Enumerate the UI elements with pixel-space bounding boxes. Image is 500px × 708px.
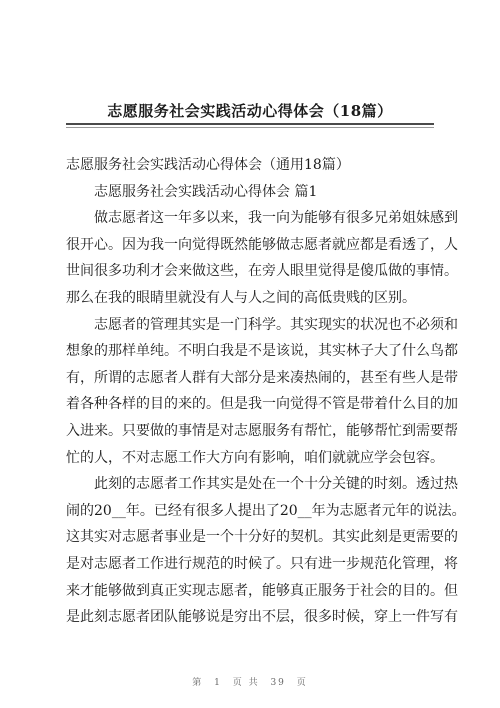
text-line: 有，所谓的志愿者人群有大部分是来凑热闹的，甚至有些人是带	[66, 369, 458, 386]
text-line: 那么在我的眼睛里就没有人与人之间的高低贵贱的区别。	[66, 289, 416, 306]
text-line: 是对志愿者工作进行规范的时候了。只有进一步规范化管理，将	[66, 555, 458, 572]
footer-total-pages: 39	[270, 678, 286, 688]
footer-prefix: 第	[192, 678, 204, 688]
text-line: 来才能够做到真正实现志愿者，能够真正服务于社会的目的。但	[66, 582, 458, 599]
text-line: 这其实对志愿者事业是一个十分好的契机。其实此刻是更需要的	[66, 529, 458, 546]
text-line: 志愿服务社会实践活动心得体会（通用18篇）	[66, 157, 350, 173]
footer-page-number: 1	[214, 678, 222, 688]
text-line: 想象的那样单纯。不明白我是不是该说，其实林子大了什么鸟都	[66, 343, 458, 360]
footer-middle: 页 共	[232, 678, 260, 688]
text-line: 忙的人，不对志愿工作大方向有影响，咱们就就应学会包容。	[66, 449, 444, 466]
text-line: 入进来。只要做的事情是对志愿服务有帮忙，能够帮忙到需要帮	[66, 422, 458, 439]
page-footer	[0, 675, 500, 688]
text-line: 闹的20__年。已经有很多人提出了20__年为志愿者元年的说法。	[66, 502, 466, 519]
document-title: 志愿服务社会实践活动心得体会（18篇）	[107, 102, 393, 120]
text-line: 志愿者的管理其实是一门科学。其实现实的状况也不必须和	[94, 316, 458, 333]
footer-suffix: 页	[296, 678, 308, 688]
title-underline-thin	[66, 127, 434, 128]
text-line: 是此刻志愿者团队能够说是穷出不层，很多时候，穿上一件写有	[66, 609, 458, 626]
text-line: 做志愿者这一年多以来，我一向为能够有很多兄弟姐妹感到	[94, 210, 458, 227]
document-body	[66, 152, 466, 631]
text-line: 很开心。因为我一向觉得既然能够做志愿者就应都是看透了，人	[66, 236, 458, 253]
text-line: 着各种各样的目的来的。但是我一向觉得不管是带着什么目的加	[66, 396, 458, 413]
text-line: 志愿服务社会实践活动心得体会 篇1	[94, 183, 318, 200]
title-underline	[66, 123, 434, 125]
text-line: 此刻的志愿者工作其实是处在一个十分关键的时刻。透过热	[94, 476, 458, 493]
text-line: 世间很多功利才会来做这些，在旁人眼里觉得是傻瓜做的事情。	[66, 263, 458, 280]
